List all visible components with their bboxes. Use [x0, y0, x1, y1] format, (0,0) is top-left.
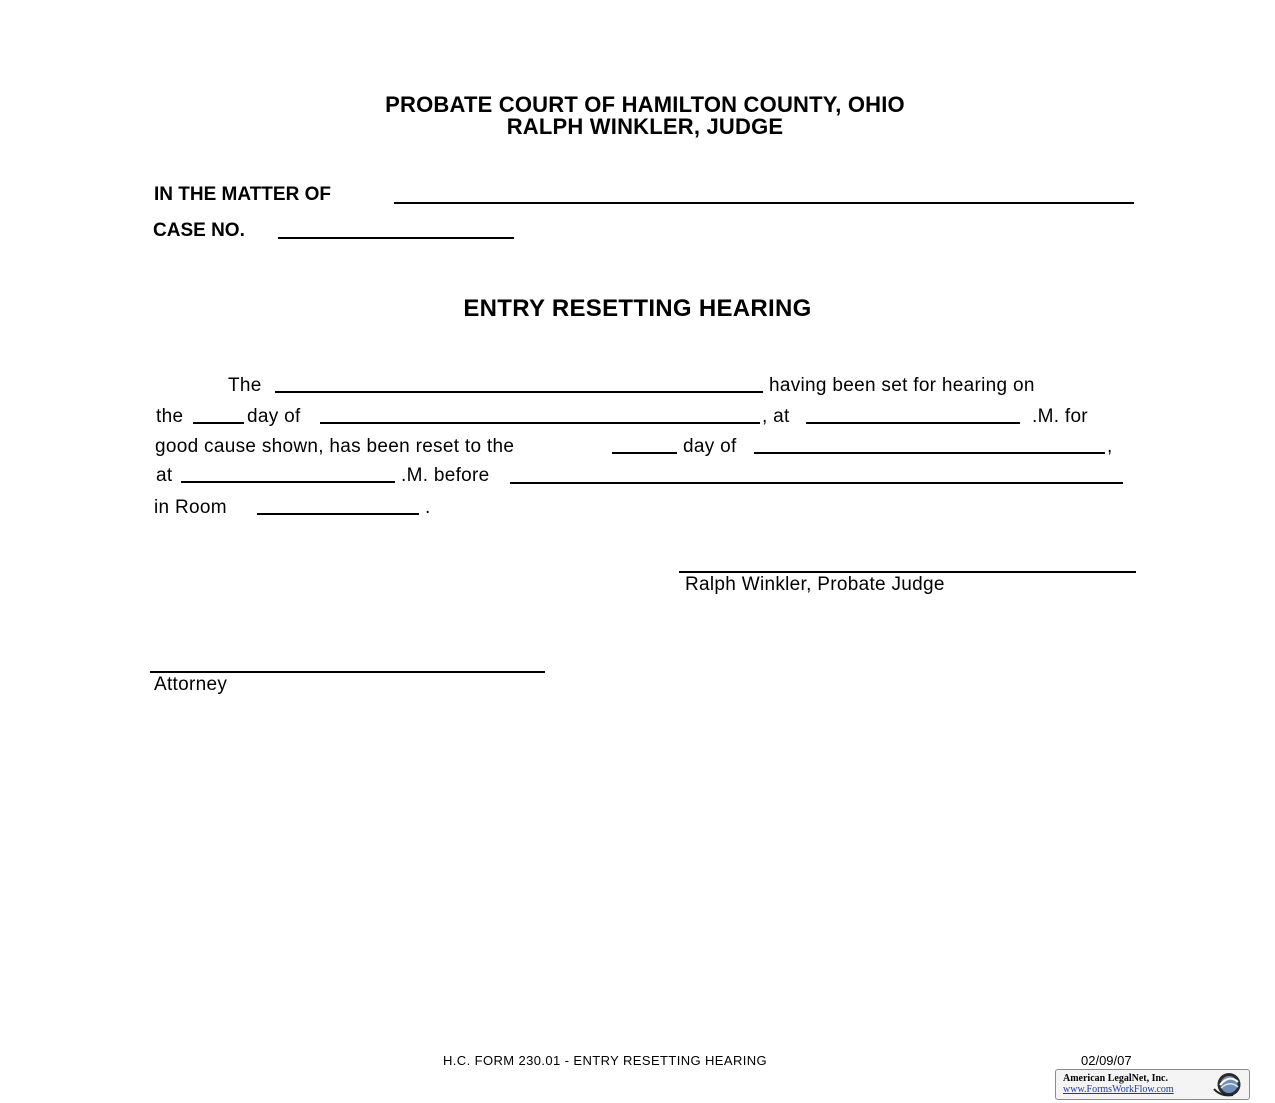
new-time-field[interactable] — [181, 481, 395, 483]
matter-field[interactable] — [394, 202, 1134, 204]
judge-signature-label: Ralph Winkler, Probate Judge — [685, 574, 945, 595]
matter-label: IN THE MATTER OF — [154, 184, 331, 205]
body-period: . — [425, 497, 431, 518]
body-day-of: day of — [247, 406, 301, 427]
judge-name: RALPH WINKLER, JUDGE — [506, 114, 784, 139]
body-day-of-2: day of — [683, 436, 737, 457]
attorney-signature-label: Attorney — [154, 674, 228, 695]
legalnet-url-link[interactable]: www.FormsWorkFlow.com — [1063, 1084, 1174, 1095]
body-the-2: the — [156, 406, 184, 427]
legalnet-badge[interactable] — [1055, 1069, 1250, 1100]
judge-signature-line[interactable] — [679, 571, 1136, 573]
hearing-type-field[interactable] — [275, 391, 763, 393]
body-at-2: at — [156, 465, 173, 486]
new-day-field[interactable] — [612, 452, 677, 454]
original-month-field[interactable] — [320, 422, 760, 424]
body-at: , at — [762, 406, 790, 427]
original-day-field[interactable] — [193, 422, 244, 424]
new-month-field[interactable] — [754, 452, 1105, 454]
body-comma: , — [1107, 436, 1113, 457]
globe-swirl-icon — [1211, 1071, 1246, 1098]
body-having-been-set: having been set for hearing on — [769, 375, 1035, 396]
body-in-room: in Room — [154, 497, 227, 518]
room-field[interactable] — [257, 513, 419, 515]
court-name: PROBATE COURT OF HAMILTON COUNTY, OHIO — [385, 92, 905, 117]
case-no-label: CASE NO. — [153, 220, 245, 241]
legalnet-name: American LegalNet, Inc. — [1063, 1073, 1168, 1084]
footer-date: 02/09/07 — [1081, 1053, 1132, 1068]
attorney-signature-line[interactable] — [150, 671, 545, 673]
footer-form-label: H.C. FORM 230.01 - ENTRY RESETTING HEARING — [443, 1053, 768, 1068]
before-whom-field[interactable] — [510, 482, 1123, 484]
body-good-cause: good cause shown, has been reset to the — [155, 436, 515, 457]
body-m-for: .M. for — [1032, 406, 1088, 427]
body-m-before: .M. before — [401, 465, 490, 486]
body-the: The — [228, 375, 262, 396]
case-no-field[interactable] — [278, 237, 514, 239]
document-title: ENTRY RESETTING HEARING — [463, 295, 812, 322]
original-time-field[interactable] — [806, 422, 1020, 424]
